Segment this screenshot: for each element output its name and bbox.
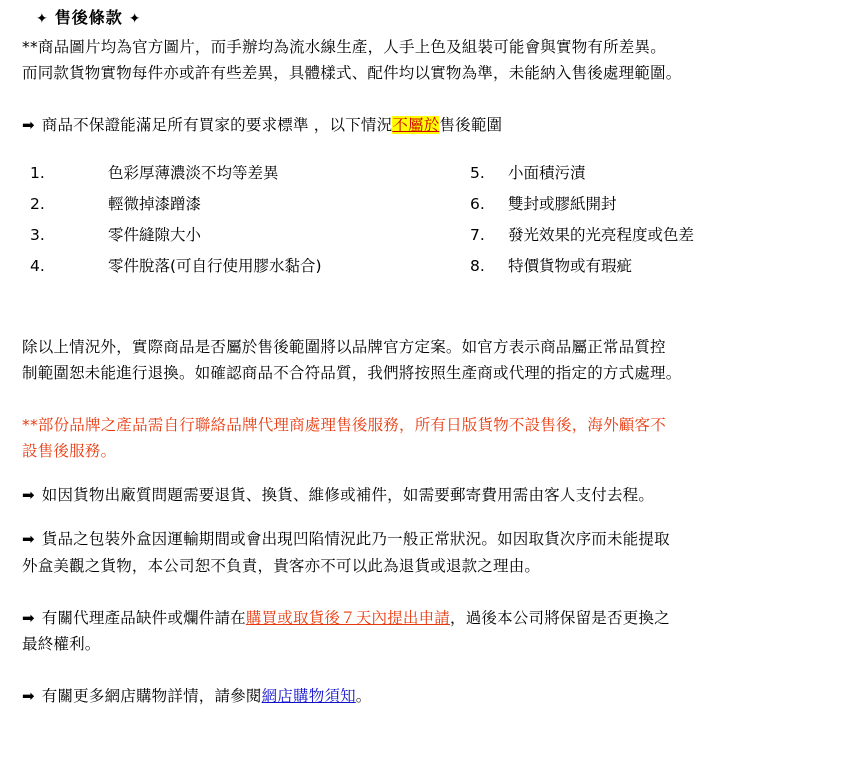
list-item-number: 2.	[30, 195, 45, 214]
page-title-text: 售後條款	[54, 8, 123, 27]
list-item-number: 8.	[470, 257, 485, 276]
list-item-label: 零件脫落(可自行使用膠水黏合)	[108, 257, 322, 276]
list-item	[470, 223, 694, 254]
notice-after-text: 售後範圍	[439, 115, 503, 134]
claim-before-text: 有關代理產品缺件或爛件請在	[41, 608, 246, 627]
list-item-number: 1.	[30, 164, 45, 183]
notice-line	[22, 113, 854, 137]
bullet-line	[22, 527, 854, 551]
list-item-label: 雙封或膠紙開封	[508, 195, 617, 214]
list-item-label: 發光效果的光亮程度或色差	[508, 226, 695, 245]
bullet-line-continued: 外盒美觀之貨物，本公司恕不負責，貴客亦不可以此為退貨或退款之理由。	[22, 556, 541, 575]
policy-block	[22, 335, 854, 385]
list-item-label: 輕微掉漆蹭漆	[108, 195, 202, 214]
notice-highlight: 不屬於	[392, 115, 440, 134]
claim-line-2: 最終權利。	[22, 634, 101, 653]
policy-line-2: 制範圍恕未能進行退換。如確認商品不合符品質，我們將按照生產商或代理的指定的方式處理。	[22, 364, 682, 383]
arrow-icon: ➡	[22, 115, 35, 134]
warning-line-1: **部份品牌之產品需自行聯絡品牌代理商處理售後服務，所有日版貨物不設售後，海外顧客不	[22, 416, 666, 435]
list-item-number: 7.	[470, 226, 485, 245]
exclusion-list-right	[470, 161, 694, 285]
bullet-text: 如因貨物出廠質問題需要退貨、換貨、維修或補件，如需要郵寄費用需由客人支付去程。	[41, 486, 655, 505]
intro-block	[22, 35, 854, 85]
more-info-after-text: 。	[355, 686, 372, 705]
shopping-guide-link[interactable]: 網店購物須知	[261, 686, 356, 705]
notice-block	[22, 113, 854, 137]
page-title	[30, 6, 854, 31]
arrow-icon: ➡	[22, 530, 35, 549]
diamond-icon-right: ✦	[128, 11, 142, 27]
warning-block	[22, 413, 854, 463]
list-item	[30, 161, 322, 192]
list-item	[470, 254, 694, 285]
list-item-label: 色彩厚薄濃淡不均等差異	[108, 164, 279, 183]
list-item-number: 5.	[470, 164, 485, 183]
list-item-number: 6.	[470, 195, 485, 214]
notice-before-text: 商品不保證能滿足所有買家的要求標準 ，以下情況	[41, 115, 393, 134]
list-item-label: 小面積污漬	[508, 164, 586, 183]
list-item-label: 零件縫隙大小	[108, 226, 202, 245]
warning-line-2: 設售後服務。	[22, 442, 117, 461]
exclusion-list	[22, 161, 854, 293]
intro-line-2: 而同款貨物實物每件亦或許有些差異，具體樣式、配件均以實物為準，未能納入售後處理範圍。	[22, 63, 682, 82]
claim-block	[22, 606, 854, 656]
list-item-label: 特價貨物或有瑕疵	[508, 257, 633, 276]
more-info-before-text: 有關更多網店購物詳情，請參閱	[41, 686, 262, 705]
more-info-line	[22, 684, 854, 708]
intro-line-1: **商品圖片均為官方圖片，而手辦均為流水線生產，人手上色及組裝可能會與實物有所差異。	[22, 37, 666, 56]
arrow-icon: ➡	[22, 686, 35, 705]
list-item	[470, 161, 694, 192]
bullet-box-condition	[22, 527, 854, 577]
arrow-icon: ➡	[22, 486, 35, 505]
list-item	[30, 254, 322, 285]
bullet-text: 貨品之包裝外盒因運輸期間或會出現凹陷情況此乃一般正常狀況。如因取貨次序而未能提取	[41, 530, 670, 549]
claim-after-text: ，過後本公司將保留是否更換之	[450, 608, 670, 627]
exclusion-list-left	[30, 161, 322, 285]
list-item	[470, 192, 694, 223]
list-item-number: 4.	[30, 257, 45, 276]
list-item	[30, 192, 322, 223]
list-item	[30, 223, 322, 254]
more-info-block	[22, 684, 854, 708]
claim-line-1	[22, 606, 854, 630]
diamond-icon-left: ✦	[36, 11, 49, 27]
list-item-number: 3.	[30, 226, 45, 245]
arrow-icon: ➡	[22, 608, 35, 627]
bullet-line	[22, 483, 854, 507]
claim-emphasis: 購買或取貨後７天內提出申請	[245, 608, 450, 627]
policy-line-1: 除以上情況外，實際商品是否屬於售後範圍將以品牌官方定案。如官方表示商品屬正常品質控	[22, 338, 666, 357]
bullet-shipping-cost	[22, 483, 854, 507]
